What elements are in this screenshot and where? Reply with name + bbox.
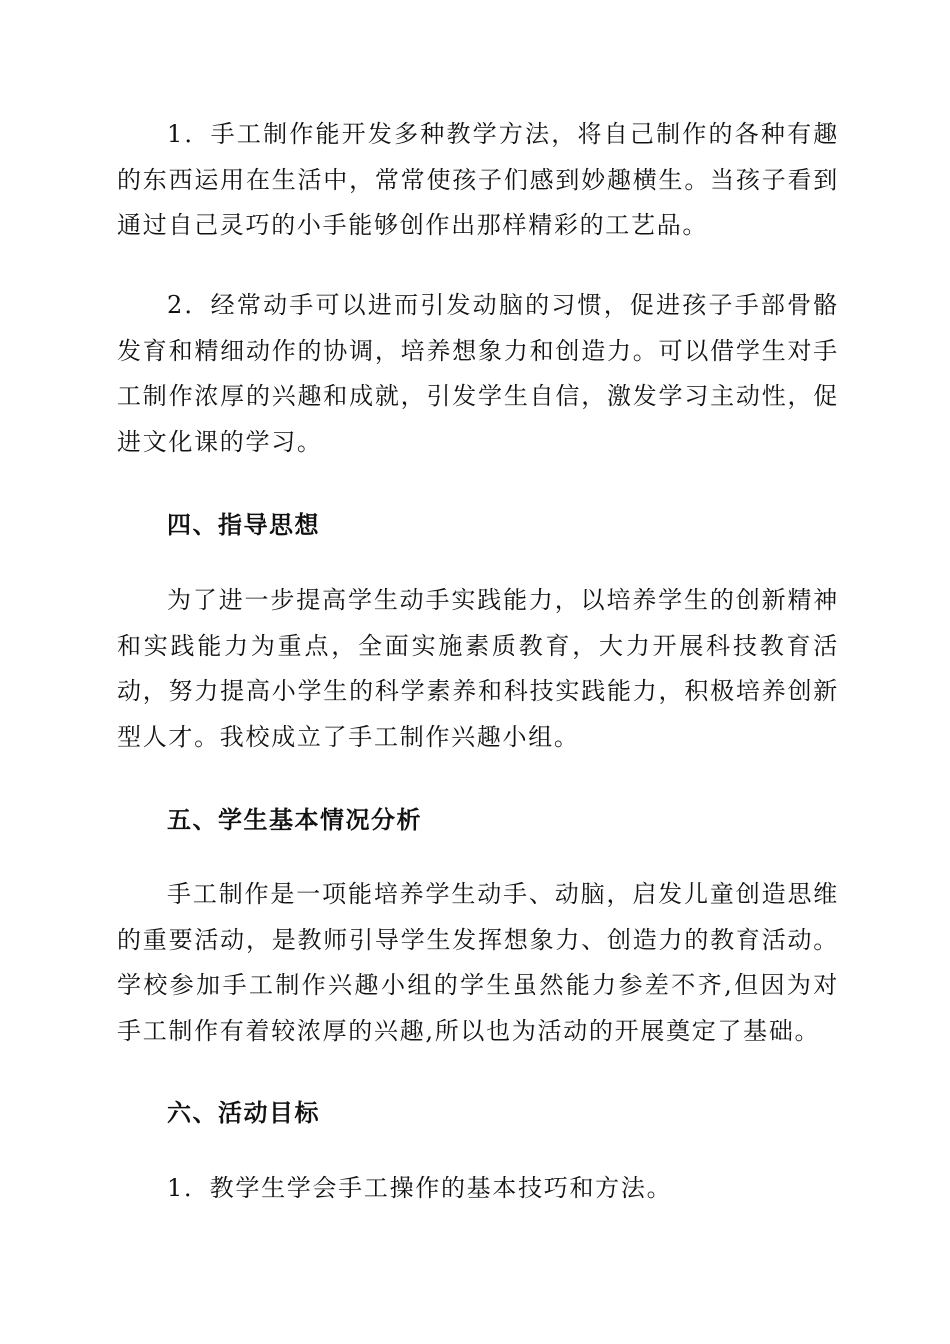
paragraph-craft-teaching-methods: 1．手工制作能开发多种教学方法，将自己制作的各种有趣的东西运用在生活中，常常使孩子们感到妙趣横生。当孩子看到通过自己灵巧的小手能够创作出那样精彩的工艺品。 xyxy=(117,120,839,239)
paragraph-guiding-ideology: 为了进一步提高学生动手实践能力，以培养学生的创新精神和实践能力为重点，全面实施素质教育，大力开展科技教育活动，努力提高小学生的科学素养和科技实践能力，积极培养创新型人才。我校成立了手工制作兴趣小组。 xyxy=(117,586,839,751)
section-heading-guiding-ideology: 四、指导思想 xyxy=(167,511,320,539)
paragraph-student-analysis: 手工制作是一项能培养学生动手、动脑，启发儿童创造思维的重要活动，是教师引导学生发挥想象力、创造力的教育活动。学校参加手工制作兴趣小组的学生虽然能力参差不齐,但因为对手工制作有着较浓厚的兴趣,所以也为活动的开展奠定了基础。 xyxy=(117,880,839,1045)
section-heading-student-analysis: 五、学生基本情况分析 xyxy=(167,806,422,834)
paragraph-hands-on-habits: 2．经常动手可以进而引发动脑的习惯，促进孩子手部骨骼发育和精细动作的协调，培养想象力和创造力。可以借学生对手工制作浓厚的兴趣和成就，引发学生自信，激发学习主动性，促进文化课的学习。 xyxy=(117,291,839,456)
section-heading-activity-goals: 六、活动目标 xyxy=(167,1099,320,1127)
paragraph-goal-1: 1．教学生学会手工操作的基本技巧和方法。 xyxy=(167,1174,673,1202)
